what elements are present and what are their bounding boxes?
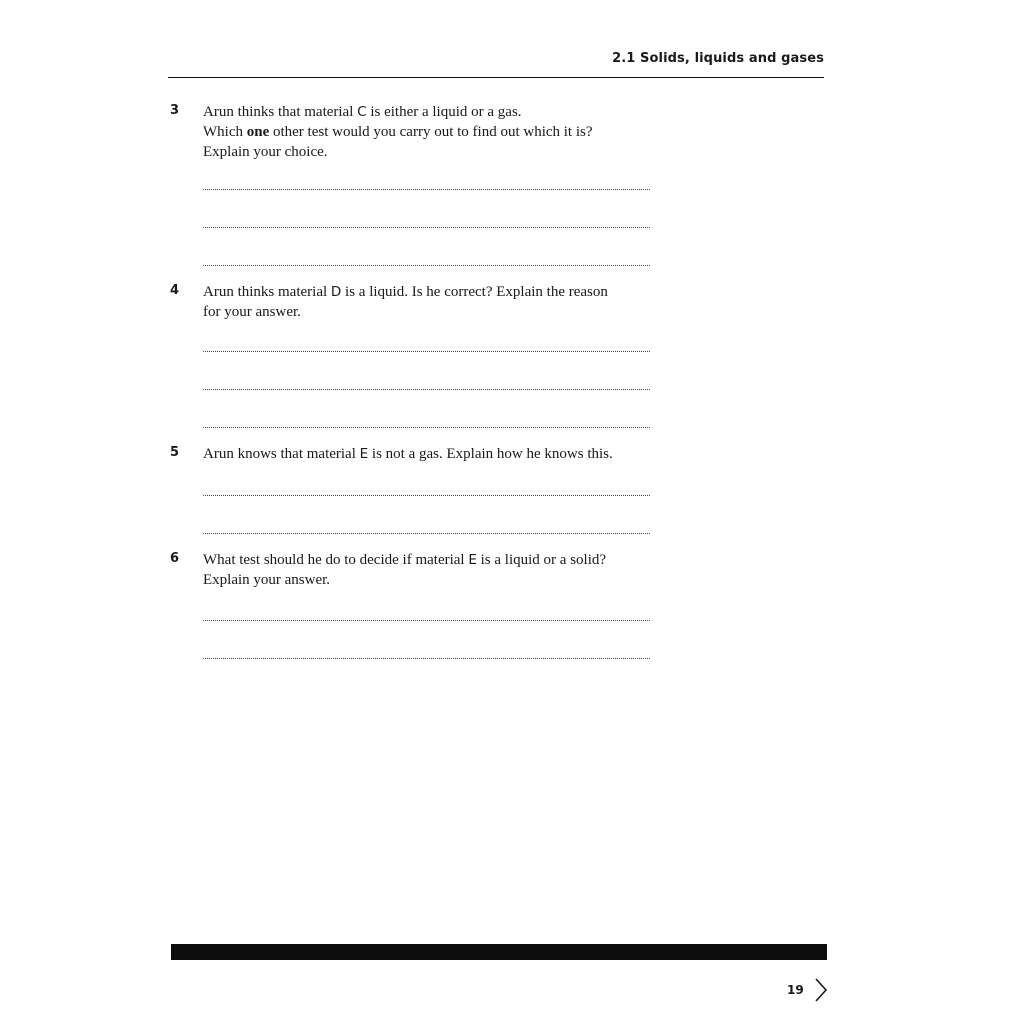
question-text: [203, 282, 608, 322]
question-number: 3: [170, 103, 180, 118]
answer-line[interactable]: [203, 495, 650, 496]
question-line: Explain your answer.: [203, 572, 331, 588]
question-line: What test should he do to decide if material E is a liquid or a solid?: [203, 552, 607, 568]
answer-line[interactable]: [203, 533, 650, 534]
page-header-title: 2.1 Solids, liquids and gases: [612, 51, 824, 66]
material-label: E: [359, 446, 369, 462]
answer-line[interactable]: [203, 620, 650, 621]
question-line: for your answer.: [203, 304, 301, 320]
question-text: [203, 444, 613, 464]
answer-line[interactable]: [203, 265, 650, 266]
question-line: Arun knows that material E is not a gas. Explain how he knows this.: [203, 446, 613, 462]
question-line: Which one other test would you carry out to find out which it is?: [203, 124, 593, 140]
footer-bar: [171, 944, 827, 960]
material-label: C: [357, 104, 367, 120]
emphasis-word: one: [246, 124, 270, 140]
question-text: [203, 102, 593, 162]
page-number: 19: [787, 983, 804, 997]
material-label: E: [468, 552, 477, 568]
question-line: Arun thinks material D is a liquid. Is he correct? Explain the reason: [203, 284, 608, 300]
material-label: D: [330, 284, 342, 300]
question-text: [203, 550, 606, 590]
answer-line[interactable]: [203, 389, 650, 390]
chevron-right-icon[interactable]: [814, 977, 828, 1003]
question-line: Explain your choice.: [203, 144, 328, 160]
answer-line[interactable]: [203, 427, 650, 428]
answer-line[interactable]: [203, 351, 650, 352]
header-divider: [168, 77, 824, 78]
answer-line[interactable]: [203, 227, 650, 228]
question-line: Arun thinks that material C is either a liquid or a gas.: [203, 104, 522, 120]
question-number: 6: [170, 551, 180, 566]
answer-line[interactable]: [203, 658, 650, 659]
answer-line[interactable]: [203, 189, 650, 190]
question-number: 5: [170, 445, 180, 460]
question-number: 4: [170, 283, 180, 298]
